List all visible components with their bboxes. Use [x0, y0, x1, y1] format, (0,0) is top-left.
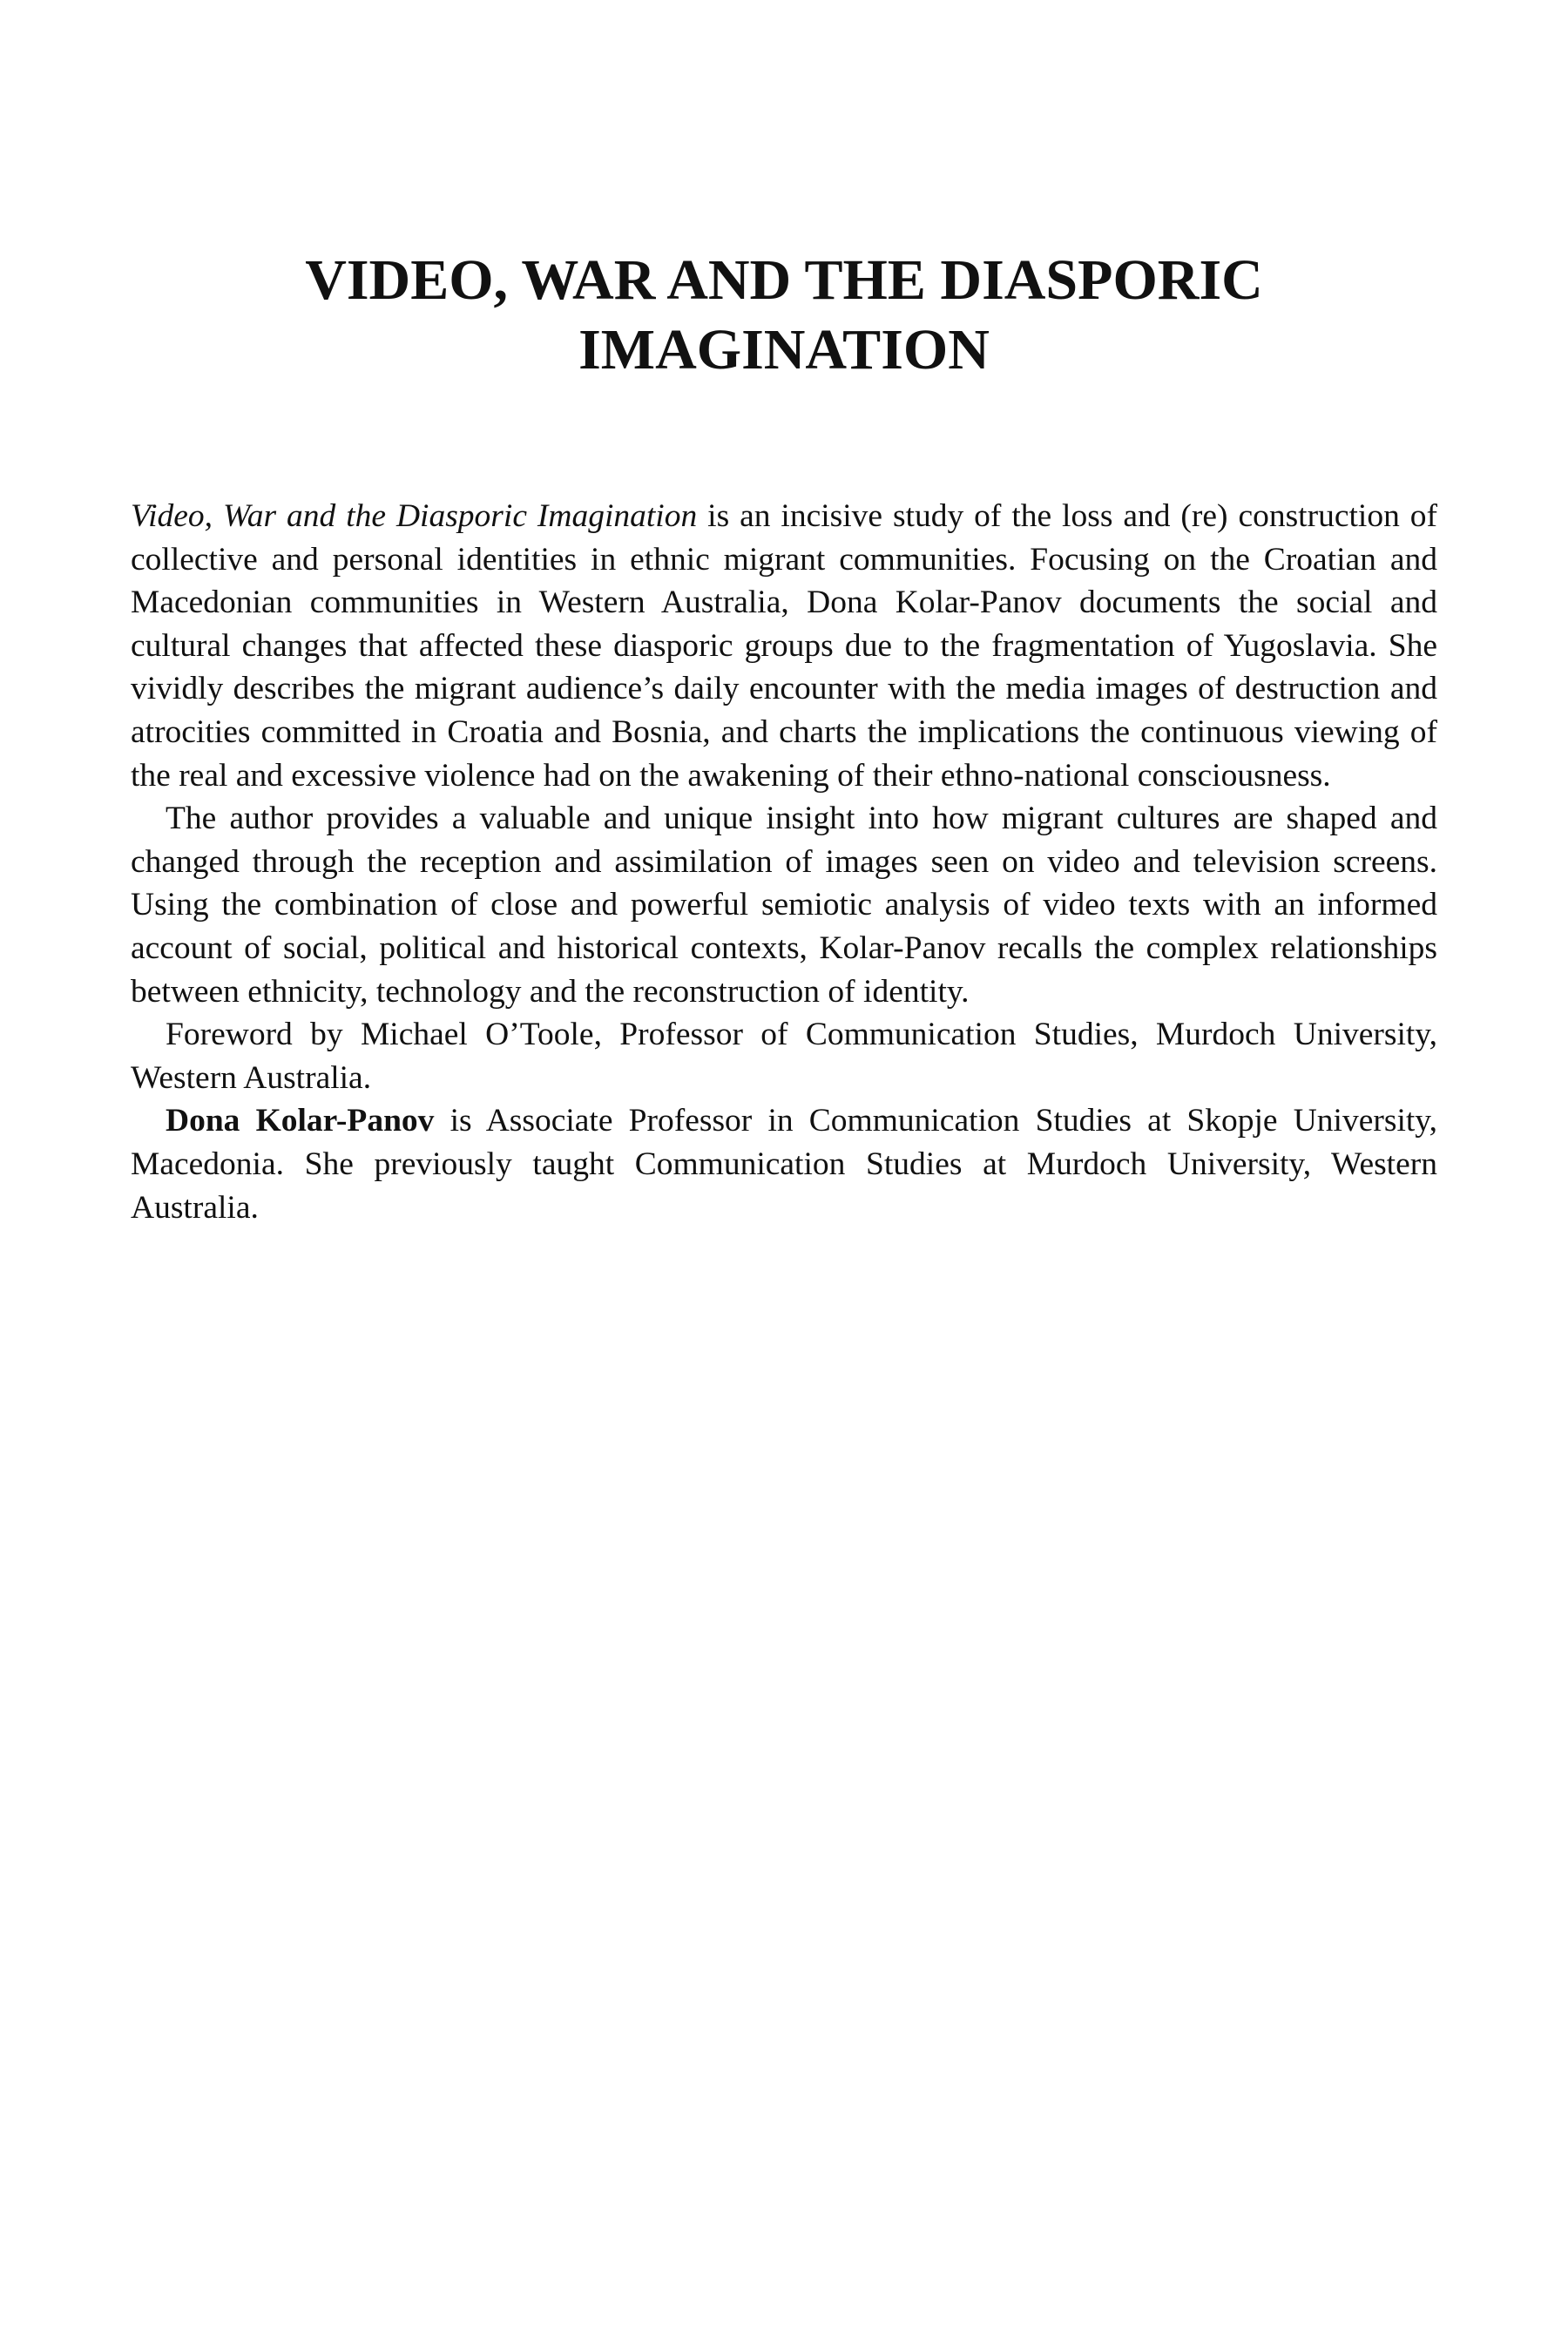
book-title-line-1: VIDEO, WAR AND THE DIASPORIC: [305, 248, 1263, 312]
author-bio-text: is Associate Professor in Communication Studies at Skopje University, Macedonia. She previously taught Communication Studies at Murdoch University, Western Australia.: [131, 1103, 1437, 1226]
blurb-paragraph-foreword: [131, 1013, 1437, 1099]
foreword-text: Foreword by Michael O’Toole, Professor of Communication Studies, Murdoch University, Western Australia.: [131, 1017, 1437, 1096]
book-title-line-2: IMAGINATION: [578, 318, 990, 382]
summary-text: is an incisive study of the loss and (re) construction of collective and personal identities in ethnic migrant communities. Focusing on the Croatian and Macedonian communities in Western Australia, Dona Kolar-Panov documents the social and cultural changes that affected these diasporic groups due to the fragmentation of Yugoslavia. She vividly describes the migrant audience’s daily encounter with the media images of destruction and atrocities committed in Croatia and Bosnia, and charts the implications the continuous viewing of the real and excessive violence had on the awakening of their ethno-national consciousness.: [131, 498, 1437, 794]
blurb-paragraph-insight: [131, 797, 1437, 1013]
author-name: Dona Kolar-Panov: [166, 1103, 435, 1139]
italic-book-title: Video, War and the Diasporic Imagination: [131, 498, 698, 534]
book-title: [131, 246, 1437, 385]
insight-text: The author provides a valuable and unique insight into how migrant cultures are shaped and changed through the reception and assimilation of images seen on video and television screens. Using the combination of close and powerful semiotic analysis of video texts with an informed account of social, political and historical contexts, Kolar-Panov recalls the complex relationships between ethnicity, technology and the reconstruction of identity.: [131, 801, 1437, 1010]
blurb-paragraph-author-bio: [131, 1099, 1437, 1229]
blurb: [131, 495, 1437, 1229]
blurb-paragraph-summary: [131, 495, 1437, 797]
